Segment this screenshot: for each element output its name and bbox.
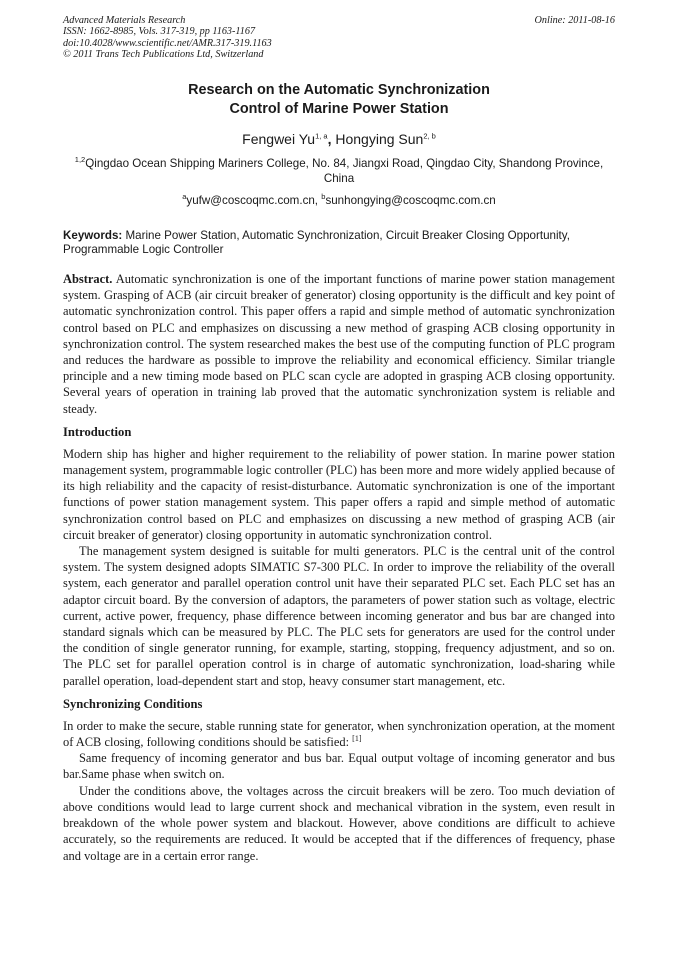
paragraph: Under the conditions above, the voltages across the circuit breakers will be zero. Too much deviation of above conditions would lead to large current shock and mechanical vibration in the system, even result in breakdown of the whole power system and blackout. However, above conditions are difficult to achieve accurately, so the requirements are reduced. It would be accepted that if the differences of frequency, phase and voltage are in a certain error range. <box>63 783 615 863</box>
author-emails <box>63 194 615 209</box>
keywords-label: Keywords: <box>63 229 123 242</box>
online-date: Online: 2011-08-16 <box>534 15 615 26</box>
copyright-line: © 2011 Trans Tech Publications Ltd, Switzerland <box>63 49 264 61</box>
paragraph-text: In order to make the secure, stable running state for generator, when synchronization operation, at the moment of ACB closing, following conditions should be satisfied: <box>63 718 615 750</box>
author-name: Fengwei Yu <box>242 131 316 147</box>
title-line-2: Control of Marine Power Station <box>229 101 449 117</box>
email-superscript: a <box>182 192 187 202</box>
email-link[interactable]: yufw@coscoqmc.com.cn, <box>186 194 319 207</box>
keywords-text: Marine Power Station, Automatic Synchronization, Circuit Breaker Closing Opportunity, Programmable Logic Controller <box>63 229 570 257</box>
author-name: Hongying Sun <box>335 131 424 147</box>
journal-name: Advanced Materials Research <box>63 15 186 26</box>
email-link[interactable]: sunhongying@coscoqmc.com.cn <box>325 194 496 207</box>
abstract <box>63 271 615 417</box>
title-line-1: Research on the Automatic Synchronization <box>188 82 490 98</box>
keywords <box>63 229 615 258</box>
paper-body <box>63 271 615 864</box>
paragraph: Same frequency of incoming generator and bus bar. Equal output voltage of incoming generator and bus bar.Same phase when switch on. <box>63 751 615 782</box>
abstract-text: Automatic synchronization is one of the important functions of marine power station management system. Grasping of ACB (air circuit breaker of generator) closing opportunity is the difficult and key point of automatic synchronization control. This paper offers a rapid and simple method of automatic synchronization control based on PLC and emphasizes on discussing a new method of grasping ACB closing opportunity in synchronization control. The system researched makes the best use of the computing function of PLC program and reduces the hardware as possible to improve the reliability and economical efficiency. Similar triangle principle and a new timing mode based on PLC scan cycle are adopted in grasping ACB closing opportunity. Several years of operation in training lab proved that the automatic synchronization system is reliable and steady. <box>63 272 615 416</box>
section-heading: Introduction <box>63 424 132 439</box>
issn-line: ISSN: 1662-8985, Vols. 317-319, pp 1163-1167 <box>63 26 256 38</box>
author-list: Fengwei Yu$^{1, a}$, Hongying Sun$^{2, b}$ <box>242 131 436 147</box>
author-superscript: 2, b <box>423 131 436 141</box>
doi-line: doi:10.4028/www.scientific.net/AMR.317-319.1163 <box>63 37 272 49</box>
affiliation <box>70 157 608 186</box>
paragraph: The management system designed is suitable for multi generators. PLC is the central unit of the control system. The system designed adopts SIMATIC S7-300 PLC. In order to improve the reliability of the overall system, each generator and parallel operation control unit have their separated PLC set. Each PLC set has an adaptor circuit board. By the conversion of adaptors, the parameters of power station such as voltage, electric current, active power, frequency, phase difference between incoming generator and bus bar are changed into standard signals which can be measured by PLC. The PLC sets for generators are used for the control under the condition of single generator running, for example, starting, stopping, frequency adjustment, and so on. The PLC set for parallel operation control is in charge of automatic synchronization, load-sharing while parallel operation, load-dependent start and stop, heavy consumer start management, etc. <box>63 544 615 688</box>
email-superscript: b <box>321 192 326 202</box>
section-heading: Synchronizing Conditions <box>63 696 203 711</box>
paragraph <box>63 718 615 750</box>
author-superscript: 1, a <box>315 131 328 141</box>
publication-header <box>63 15 615 61</box>
abstract-label: Abstract. <box>63 272 113 286</box>
affiliation-superscript: 1,2 <box>74 155 86 165</box>
affiliation-text: Qingdao Ocean Shipping Mariners College, No. 84, Jiangxi Road, Qingdao City, Shandong Province, China <box>85 157 604 185</box>
paper-title <box>63 81 615 119</box>
publication-info <box>63 15 272 61</box>
paragraph: Modern ship has higher and higher requirement to the reliability of power station. In marine power station management system, programmable logic controller (PLC) has been more and more widely applied because of its high reliability and the capacity of resist-disturbance. Automatic synchronization is one of the important functions of power station management system. This paper offers a rapid and simple method of automatic synchronization control based on PLC and emphasizes on discussing a new method of grasping ACB (air circuit breaker of generator) closing opportunity in automatic synchronization control. <box>63 446 615 542</box>
citation-reference[interactable]: [1] <box>352 733 362 743</box>
